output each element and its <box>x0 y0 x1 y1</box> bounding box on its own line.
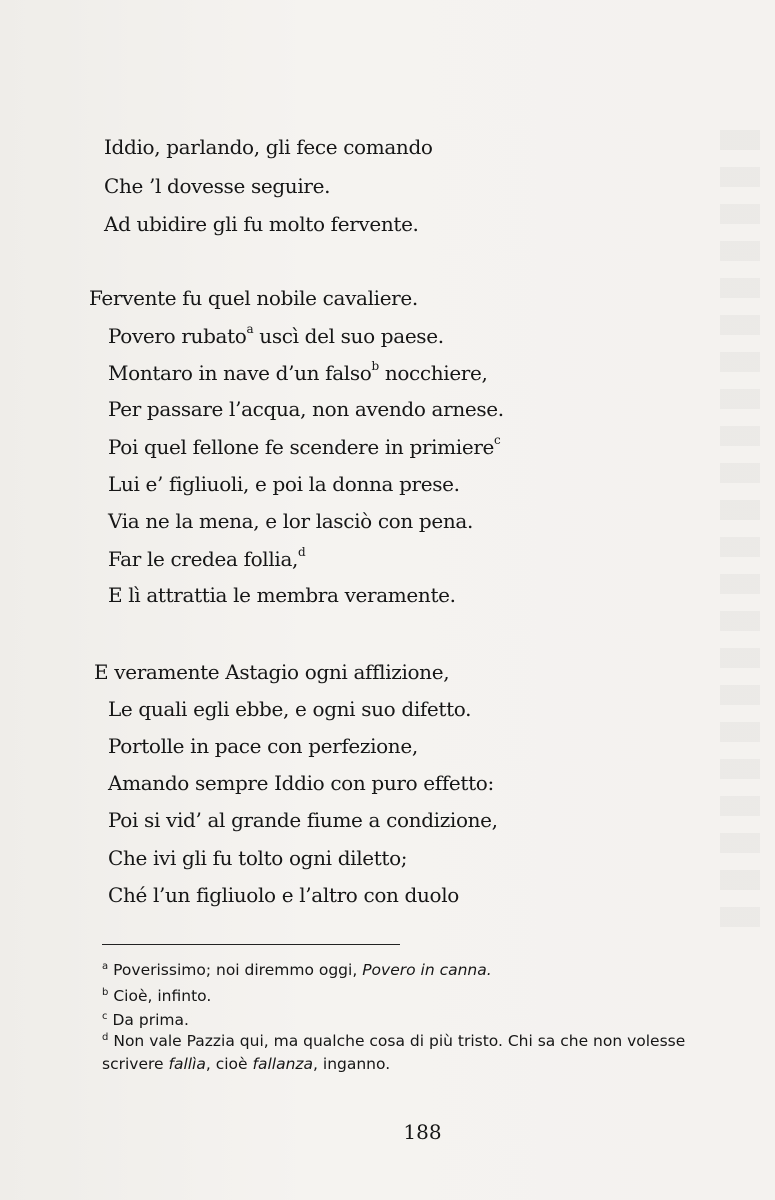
footnote-separator <box>102 944 400 945</box>
show-through-text <box>720 130 760 930</box>
verse-line: Fervente fu quel nobile cavaliere. <box>89 286 418 310</box>
verse-line: Le quali egli ebbe, e ogni suo difetto. <box>108 697 472 721</box>
verse-line: Far le credea follia,$^d$ <box>108 545 306 571</box>
footnote-a: $^a$ Poverissimo; noi diremmo oggi, Povero in canna. <box>102 961 492 979</box>
verse-line: Portolle in pace con perfezione, <box>108 734 418 758</box>
footnote-d: $^d$ Non vale Pazzia qui, ma qualche cosa di più tristo. Chi sa che non volesse <box>102 1032 686 1050</box>
footnote-ref-c: c <box>494 433 501 448</box>
verse-line: Per passare l’acqua, non avendo arnese. <box>108 397 504 421</box>
footnote-ref-b: b <box>371 359 379 374</box>
footnote-ref-a: a <box>246 322 254 337</box>
page-number: 188 <box>403 1120 442 1144</box>
footnote-c: $^c$ Da prima. <box>102 1011 189 1029</box>
verse-line: Povero rubato$^a$ uscì del suo paese. <box>108 322 444 348</box>
verse-line: Ad ubidire gli fu molto fervente. <box>104 212 419 236</box>
verse-line: Ché l’un figliuolo e l’altro con duolo <box>108 883 459 907</box>
verse-line: Lui e’ figliuoli, e poi la donna prese. <box>108 472 460 496</box>
footnote-b: $^b$ Cioè, infinto. <box>102 987 212 1005</box>
verse-line: E veramente Astagio ogni afflizione, <box>94 660 450 684</box>
verse-line: Poi quel fellone fe scendere in primiere$^c$ <box>108 433 501 459</box>
verse-line: Poi si vid’ al grande fiume a condizione, <box>108 808 498 832</box>
verse-line: Montaro in nave d’un falso$^b$ nocchiere, <box>108 359 488 385</box>
verse-line: Che ’l dovesse seguire. <box>104 174 331 198</box>
footnote-d-continuation: scrivere fallìa, cioè fallanza, inganno. <box>102 1055 391 1073</box>
verse-line: Amando sempre Iddio con puro effetto: <box>108 771 494 795</box>
verse-line: Che ivi gli fu tolto ogni diletto; <box>108 846 408 870</box>
footnote-ref-d: d <box>298 545 306 560</box>
verse-line: E lì attrattia le membra veramente. <box>108 583 456 607</box>
verse-line: Iddio, parlando, gli fece comando <box>104 135 433 159</box>
verse-line: Via ne la mena, e lor lasciò con pena. <box>108 509 473 533</box>
